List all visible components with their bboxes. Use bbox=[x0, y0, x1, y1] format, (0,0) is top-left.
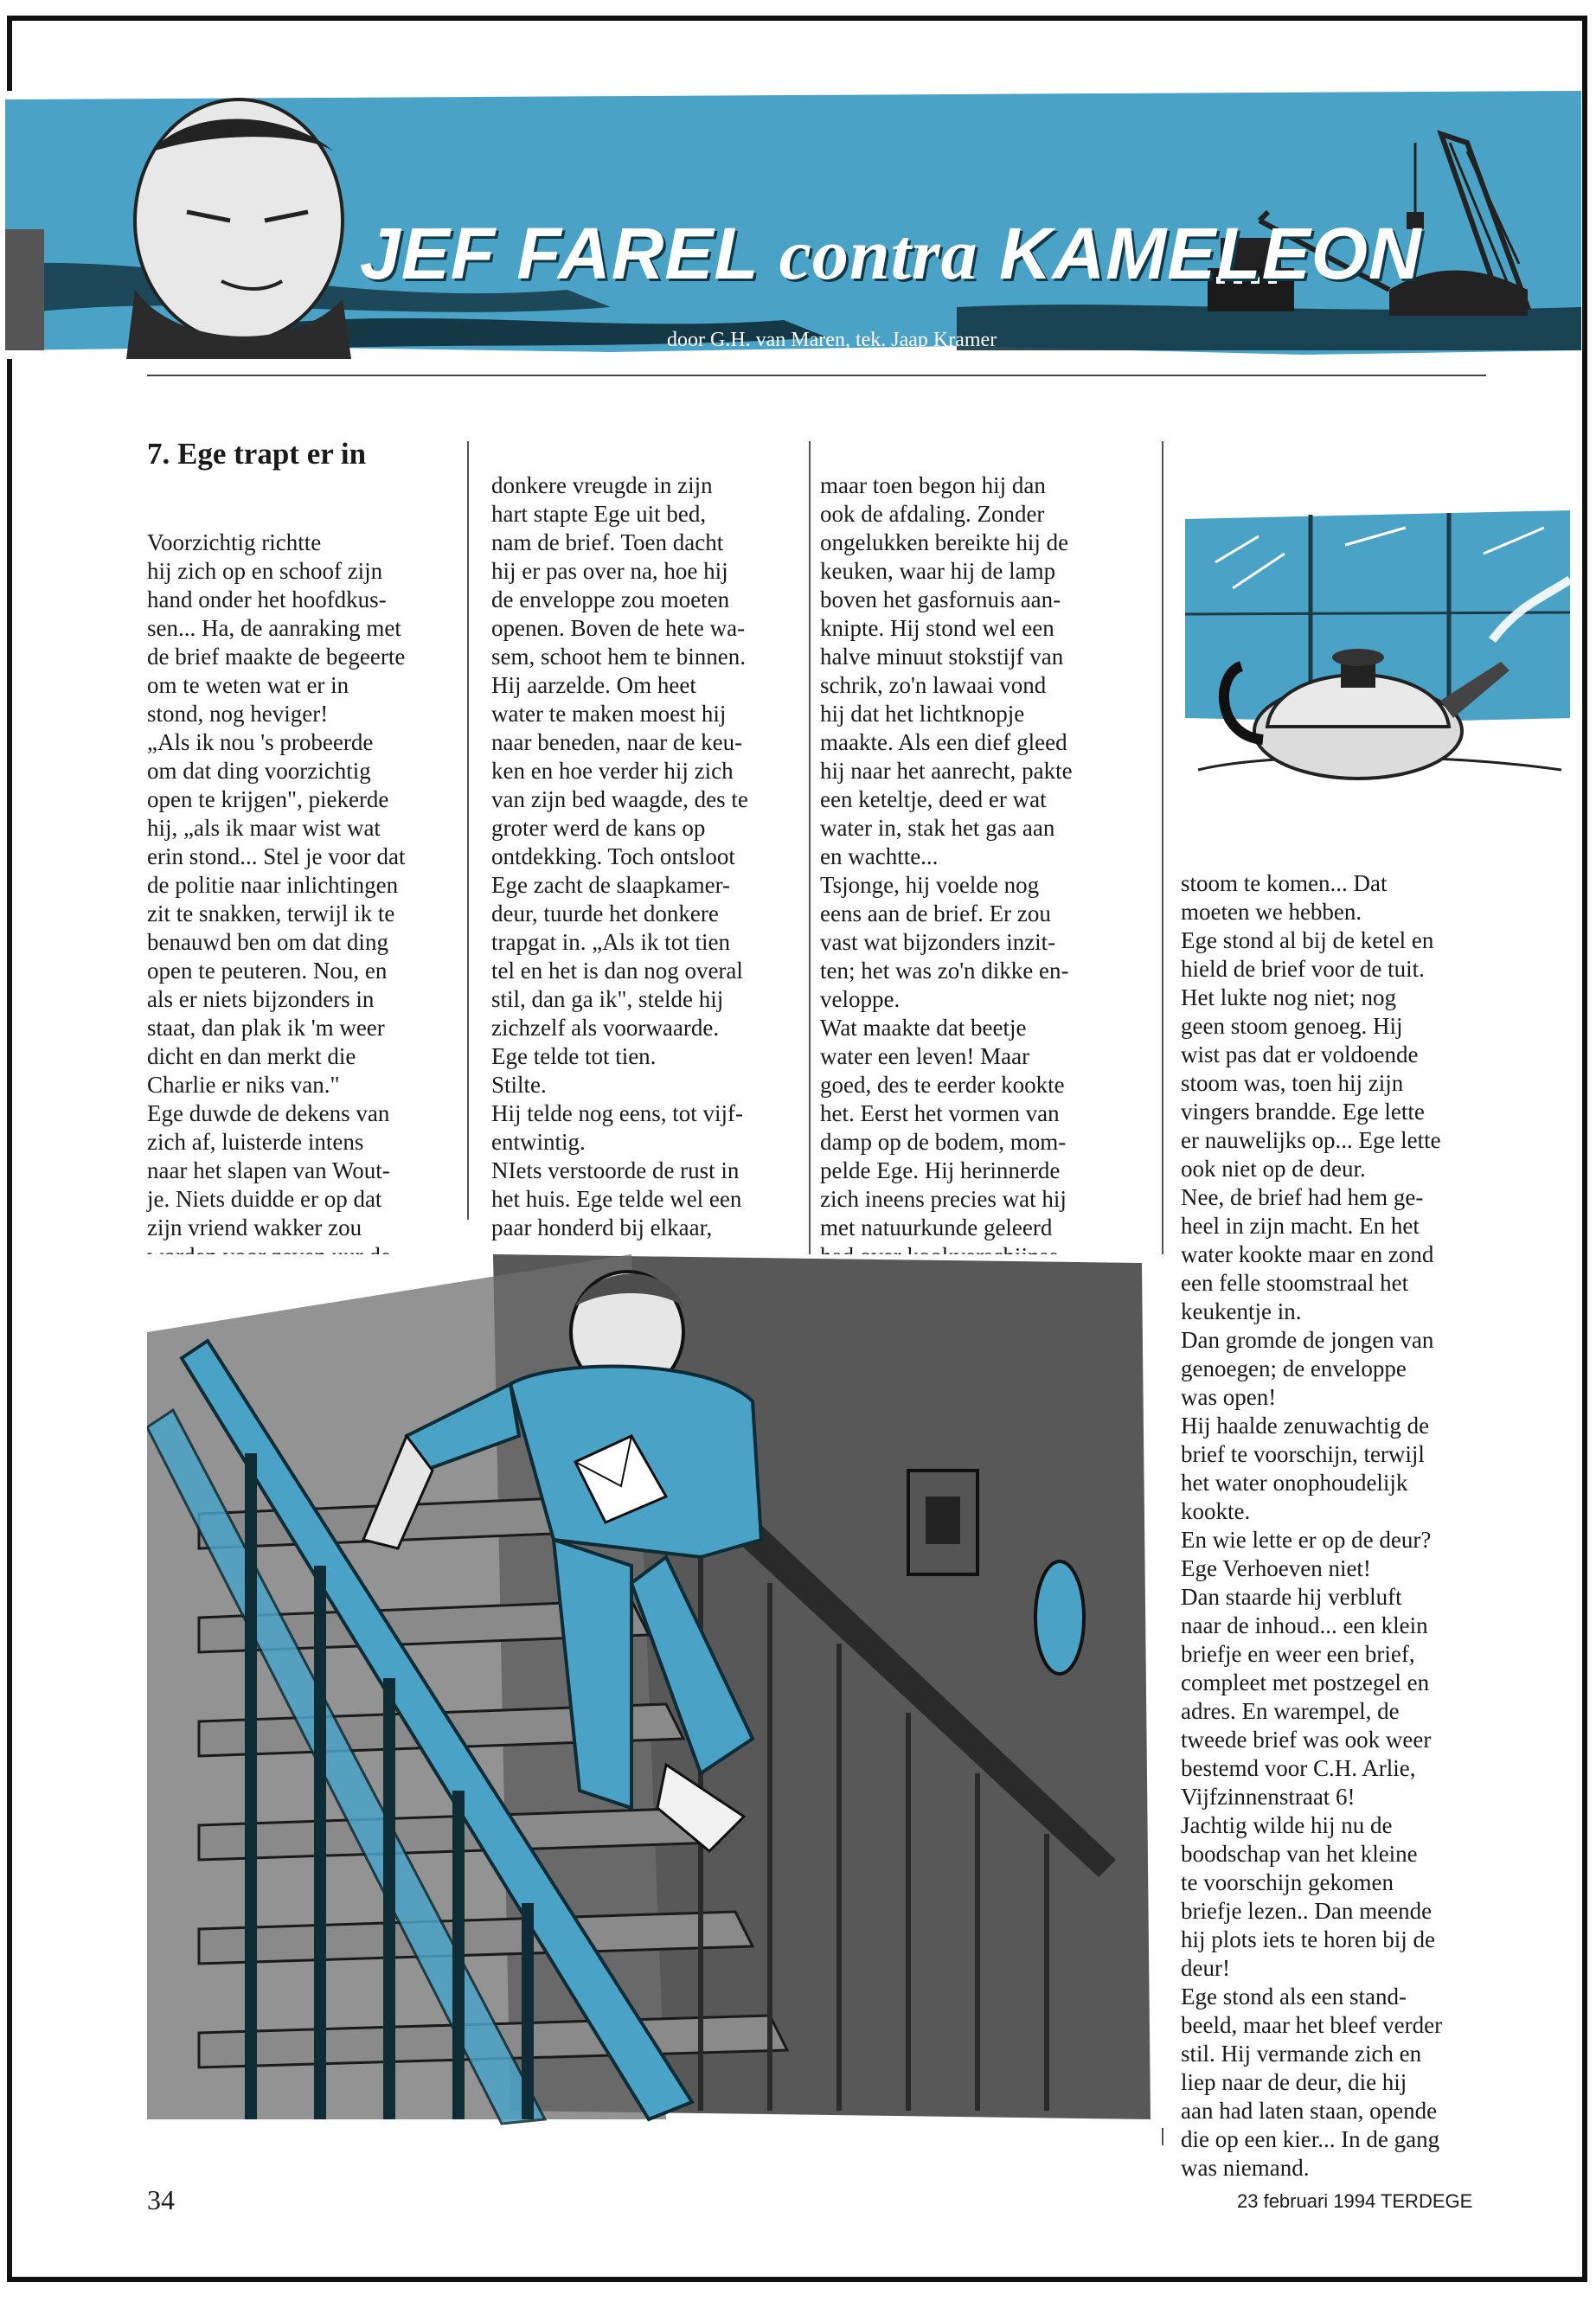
text-column-1 bbox=[147, 500, 445, 1328]
title-part-1: JEF FAREL bbox=[360, 213, 759, 294]
issue-info: 23 februari 1994 TERDEGE bbox=[1237, 2190, 1473, 2212]
kettle-illustration bbox=[1181, 510, 1574, 835]
header-rule bbox=[147, 375, 1486, 376]
column-divider bbox=[809, 441, 811, 1393]
staircase-illustration bbox=[147, 1254, 1163, 2128]
series-title bbox=[360, 212, 1422, 297]
byline: door G.H. van Maren, tek. Jaap Kramer bbox=[667, 329, 997, 351]
chapter-heading: 7. Ege trapt er in bbox=[147, 437, 367, 471]
header-banner bbox=[5, 91, 1581, 359]
column-divider bbox=[467, 441, 469, 1220]
column-4-text: stoom te komen... Dat moeten we hebben. Ege stond al bij de ketel en hield de brief voor de tuit. Het lukte nog niet; nog geen stoom genoeg. Hij wist pas dat er voldoende stoom was, toen hij zijn vingers brandde. Ege lette er nauwelijks op... Ege lette ook niet op de deur. Nee, de brief had hem ge- heel in zijn macht. En het water kookte maar en zond een felle stoomstraal het keukentje in. Dan gromde de jongen van genoegen; de enveloppe was open! Hij haalde zenuwachtig de brief te voorschijn, terwijl het water onophoudelijk kookte. En wie lette er op de deur? Ege Verhoeven niet! Dan staarde hij verbluft naar de inhoud... een klein briefje en weer een brief, compleet met postzegel en adres. En warempel, de tweede brief was ook weer bestemd voor C.H. Arlie, Vijfzinnenstraat 6! Jachtig wilde hij nu de boodschap van het kleine te voorschijn gekomen briefje lezen.. Dan meende hij plots iets te horen bij de deur! Ege stond als een stand- beeld, maar het bleef verder stil. Hij vermande zich en liep naar de deur, die hij aan had laten staan, opende die op een kier... In de gang was niemand. bbox=[1181, 870, 1443, 2181]
column-2-text: donkere vreugde in zijn hart stapte Ege uit bed, nam de brief. Toen dacht hij er pas over na, hoe hij de enveloppe zou moeten openen. Boven de hete wa- sem, schoot hem te binnen. Hij aarzelde. Om heet water te maken moest hij naar beneden, naar de keu- ken en hoe verder hij zich van zijn bed waagde, des te groter werd de kans op ontdekking. Toch ontsloot Ege zacht de slaapkamer- deur, tuurde het donkere trapgat in. „Als ik tot tien tel en het is dan nog overal stil, dan ga ik", stelde hij zichzelf als voorwaarde. Ege telde tot tien. Stilte. Hij telde nog eens, tot vijf- entwintig. NIets verstoorde de rust in het huis. Ege telde wel een paar honderd bij elkaar, bbox=[491, 472, 748, 1240]
page-number: 34 bbox=[147, 2184, 175, 2215]
column-3-text: maar toen begon hij dan ook de afdaling. Zonder ongelukken bereikte hij de keuken, waar hij de lamp boven het gasfornuis aan- knipte. Hij stond wel een halve minuut stokstijf van schrik, zo'n lawaai vond hij dat het lichtknopje maakte. Als een dief gleed hij naar het aanrecht, pakte een keteltje, deed er wat water in, stak het gas aan en wachtte... Tsjonge, hij voelde nog eens aan de brief. Er zou vast wat bijzonders inzit- ten; het was zo'n dikke en- veloppe. Wat maakte dat beetje water een leven! Maar goed, des te eerder kookte het. Eerst het vormen van damp op de bodem, mom- pelde Ege. Hij herinnerde zich ineens precies wat hij met natuurkunde geleerd bbox=[820, 472, 1073, 1240]
title-part-2: contra bbox=[779, 215, 978, 295]
title-part-3: KAMELEON bbox=[998, 213, 1422, 294]
text-column-4 bbox=[1181, 841, 1479, 2211]
column-1-text: Voorzichtig richtte hij zich op en schoof zijn hand onder het hoofdkus- sen... Ha, de aanraking met de brief maakte de begeerte om te weten wat er in stond, nog heviger! „Als ik nou 's probeerde om dat ding voorzichtig open te krijgen", piekerde hij, „als ik maar wist wat erin stond... Stel je voor dat de politie naar inlichtingen zit te snakken, terwijl ik te benauwd ben om dat ding open te peuteren. Nou, en als er niets bijzonders in staat, dan plak ik 'm weer dicht en dan merkt die Charlie er niks van." Ege duwde de dekens van zich af, luisterde intens naar het slapen van Wout- je. Niets duidde er op dat zijn vriend wakker zou bbox=[147, 529, 406, 1240]
text-column-2 bbox=[491, 443, 798, 1271]
